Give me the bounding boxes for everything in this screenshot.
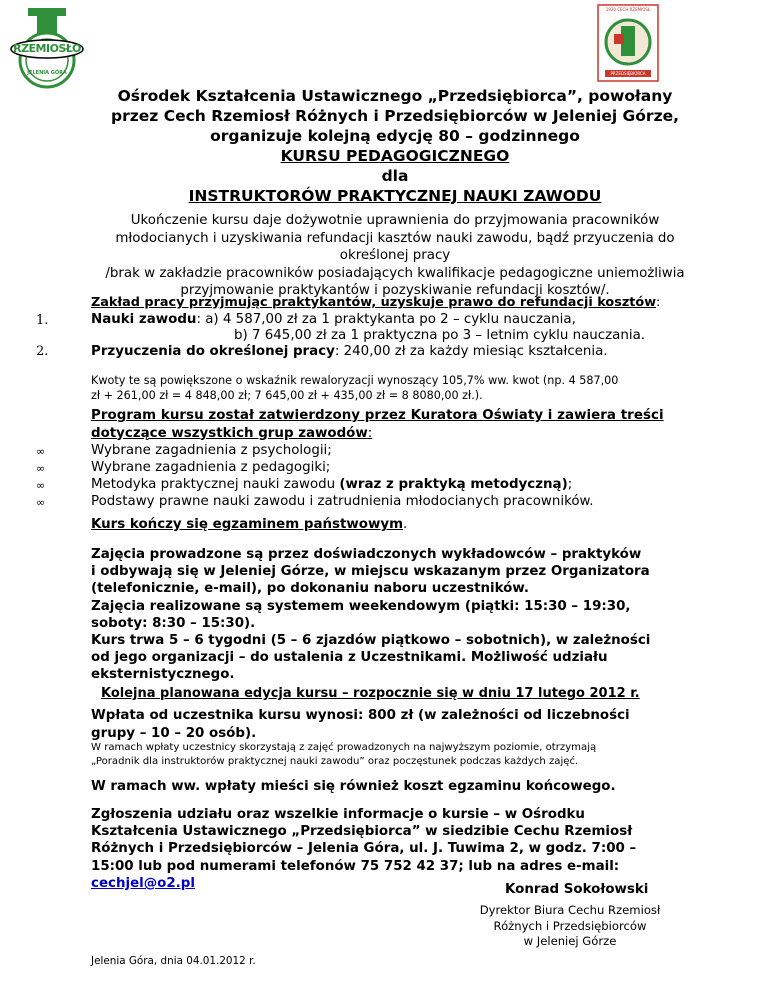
header-line-3: organizuje kolejną edycję 80 – godzinnego [210, 127, 580, 145]
bullet-icon: ∞ [36, 445, 46, 458]
logo-przedsiebiorca-top: 1920 CECH RZEMIOSŁ [605, 7, 651, 12]
intro-line: młodocianych i uzyskiwania refundacji kasztów nauki zawodu, bądź przyuczenia do [115, 230, 675, 246]
header-line-1: Ośrodek Kształcenia Ustawicznego „Przedsiębiorca”, powołany [117, 87, 673, 105]
bullet-icon: ∞ [36, 496, 46, 509]
program-heading [91, 407, 683, 442]
signature-title-line: w Jeleniej Górze [523, 934, 617, 948]
refund-heading [91, 294, 660, 312]
refund-item-2-label: Przyuczenia do określonej pracy [91, 344, 335, 359]
intro-line: określonej pracy [339, 248, 451, 263]
valorization-line: Kwoty te są powiększone o wskaźnik rewaloryzacji wynoszący 105,7% ww. kwot (np. 4 587,00 [91, 374, 619, 387]
program-heading-line-1: Program kursu został zatwierdzony przez Kuratora Oświaty i zawiera treści [91, 408, 664, 423]
valorization-note [91, 374, 618, 403]
payment-note-line-1: W ramach wpłaty uczestnicy skorzystają z zajęć prowadzonych na najwyższym poziomie, otrzymają [91, 742, 597, 753]
payment-line-1: Wpłata od uczestnika kursu wynosi: 800 zł (w zależności od liczebności [91, 708, 630, 723]
payment-note-line-2: „Poradnik dla instruktorów praktycznej nauki zawodu” oraz poczęstunek podczas każdych zajęć. [91, 756, 579, 767]
intro-line: /brak w zakładzie pracowników posiadających kwalifikacje pedagogiczne uniemożliwia [105, 265, 685, 281]
classes-line: Zajęcia realizowane są systemem weekendowym (piątki: 15:30 – 19:30, [91, 598, 631, 614]
refund-item-2-text: : 240,00 zł za każdy miesiąc kształcenia. [334, 344, 608, 359]
intro-paragraph [85, 212, 705, 300]
payment-note [91, 741, 596, 769]
classes-line: Kurs trwa 5 – 6 tygodni (5 – 6 zjazdów piątkowo – sobotnich), w zależności [91, 633, 651, 649]
contact-line: Zgłoszenia udziału oraz wszelkie informacje o kursie – w Ośrodku [91, 807, 585, 822]
payment-info [91, 707, 683, 742]
classes-line: soboty: 8:30 – 15:30). [91, 615, 256, 631]
exam-note-text: Kurs kończy się egzaminem państwowym [91, 517, 404, 532]
contact-line: Kształcenia Ustawicznego „Przedsiębiorca” w siedzibie Cechu Rzemiosł [91, 824, 633, 840]
program-item: Wybrane zagadnienia z pedagogiki; [91, 460, 331, 475]
signature-title-line: Dyrektor Biura Cechu Rzemiosł [479, 903, 661, 917]
program-item [91, 476, 572, 494]
logo-przedsiebiorca [597, 4, 659, 82]
exam-note-dot: . [403, 517, 408, 532]
refund-heading-text: Zakład pracy przyjmując praktykantów, uzyskuje prawo do refundacji kosztów [91, 295, 657, 310]
refund-number-2: 2. [36, 344, 49, 359]
document-date: Jelenia Góra, dnia 04.01.2012 r. [91, 955, 256, 967]
course-title: KURSU PEDAGOGICZNEGO [280, 147, 510, 165]
payment-line-2: grupy – 10 – 20 osób). [91, 725, 257, 741]
contact-line: 15:00 lub pod numerami telefonów 75 752 42 37; lub na adres e-mail: [91, 858, 620, 874]
signature-title [450, 903, 690, 950]
classes-line: eksternistycznego. [91, 667, 235, 683]
program-heading-colon: : [367, 425, 373, 441]
intro-line: przyjmowanie praktykantów i pozyskiwanie refundacji kosztów/. [180, 283, 610, 298]
classes-line: od jego organizacji – do ustalenia z Uczestnikami. Możliwość udziału [91, 650, 608, 666]
logo-rzemioslo-subtext: JELENIA GÓRA [27, 70, 67, 76]
contact-line: Różnych i Przedsiębiorców – Jelenia Góra, ul. J. Tuwima 2, w godz. 7:00 – [91, 841, 637, 857]
bullet-icon: ∞ [36, 462, 46, 475]
signature-title-line: Różnych i Przedsiębiorców [493, 918, 647, 933]
exam-cost: W ramach ww. wpłaty mieści się również koszt egzaminu końcowego. [91, 779, 616, 794]
refund-item-2 [91, 343, 608, 361]
program-item-3-tail: ; [567, 477, 573, 492]
exam-note [91, 516, 407, 534]
intro-line: Ukończenie kursu daje dożywotnie uprawnienia do przyjmowania pracowników [130, 213, 660, 228]
refund-heading-colon: : [656, 295, 661, 310]
refund-number-1: 1. [36, 313, 49, 328]
header-line-5: dla [381, 167, 409, 185]
refund-item-1-b: b) 7 645,00 zł za 1 praktyczna po 3 – letnim cyklu nauczania. [234, 328, 646, 343]
logo-rzemioslo-text: RZEMIOSŁO [13, 42, 81, 55]
header [95, 86, 695, 206]
logo-rzemioslo [8, 4, 86, 90]
header-line-2: przez Cech Rzemiosł Różnych i Przedsiębiorców w Jeleniej Górze, [111, 107, 679, 125]
next-edition: Kolejna planowana edycja kursu – rozpocznie się w dniu 17 lutego 2012 r. [101, 686, 640, 701]
refund-item-1 [91, 311, 576, 329]
signature-name: Konrad Sokołowski [505, 882, 649, 897]
refund-item-1-label: Nauki zawodu [91, 312, 197, 327]
program-item-3-text: Metodyka praktycznej nauki zawodu [91, 477, 340, 492]
refund-item-1-a: : a) 4 587,00 zł za 1 praktykanta po 2 – cyklu nauczania, [196, 312, 576, 327]
program-item: Wybrane zagadnienia z psychologii; [91, 443, 332, 458]
program-item: Podstawy prawne nauki zawodu i zatrudnienia młodocianych pracowników. [91, 494, 594, 509]
program-heading-line-2 [91, 425, 683, 443]
classes-line: (telefonicznie, e-mail), po dokonaniu naboru uczestników. [91, 581, 529, 597]
logo-przedsiebiorca-bottom: PRZEDSIĘBIORCA [610, 71, 646, 76]
program-item-3-bold: (wraz z praktyką metodyczną) [339, 477, 568, 492]
valorization-line: zł + 261,00 zł = 4 848,00 zł; 7 645,00 zł + 435,00 zł = 8 8080,00 zł.). [91, 388, 483, 402]
bullet-icon: ∞ [36, 479, 46, 492]
contact-info [91, 806, 691, 892]
program-heading-line-2-text: dotyczące wszystkich grup zawodów [91, 425, 368, 441]
classes-line: Zajęcia prowadzone są przez doświadczonych wykładowców – praktyków [91, 547, 642, 562]
classes-info [91, 546, 683, 684]
course-audience: INSTRUKTORÓW PRAKTYCZNEJ NAUKI ZAWODU [188, 187, 602, 205]
classes-line: i odbywają się w Jeleniej Górze, w miejscu wskazanym przez Organizatora [91, 564, 650, 580]
contact-email-link[interactable]: cechjel@o2.pl [91, 875, 195, 891]
